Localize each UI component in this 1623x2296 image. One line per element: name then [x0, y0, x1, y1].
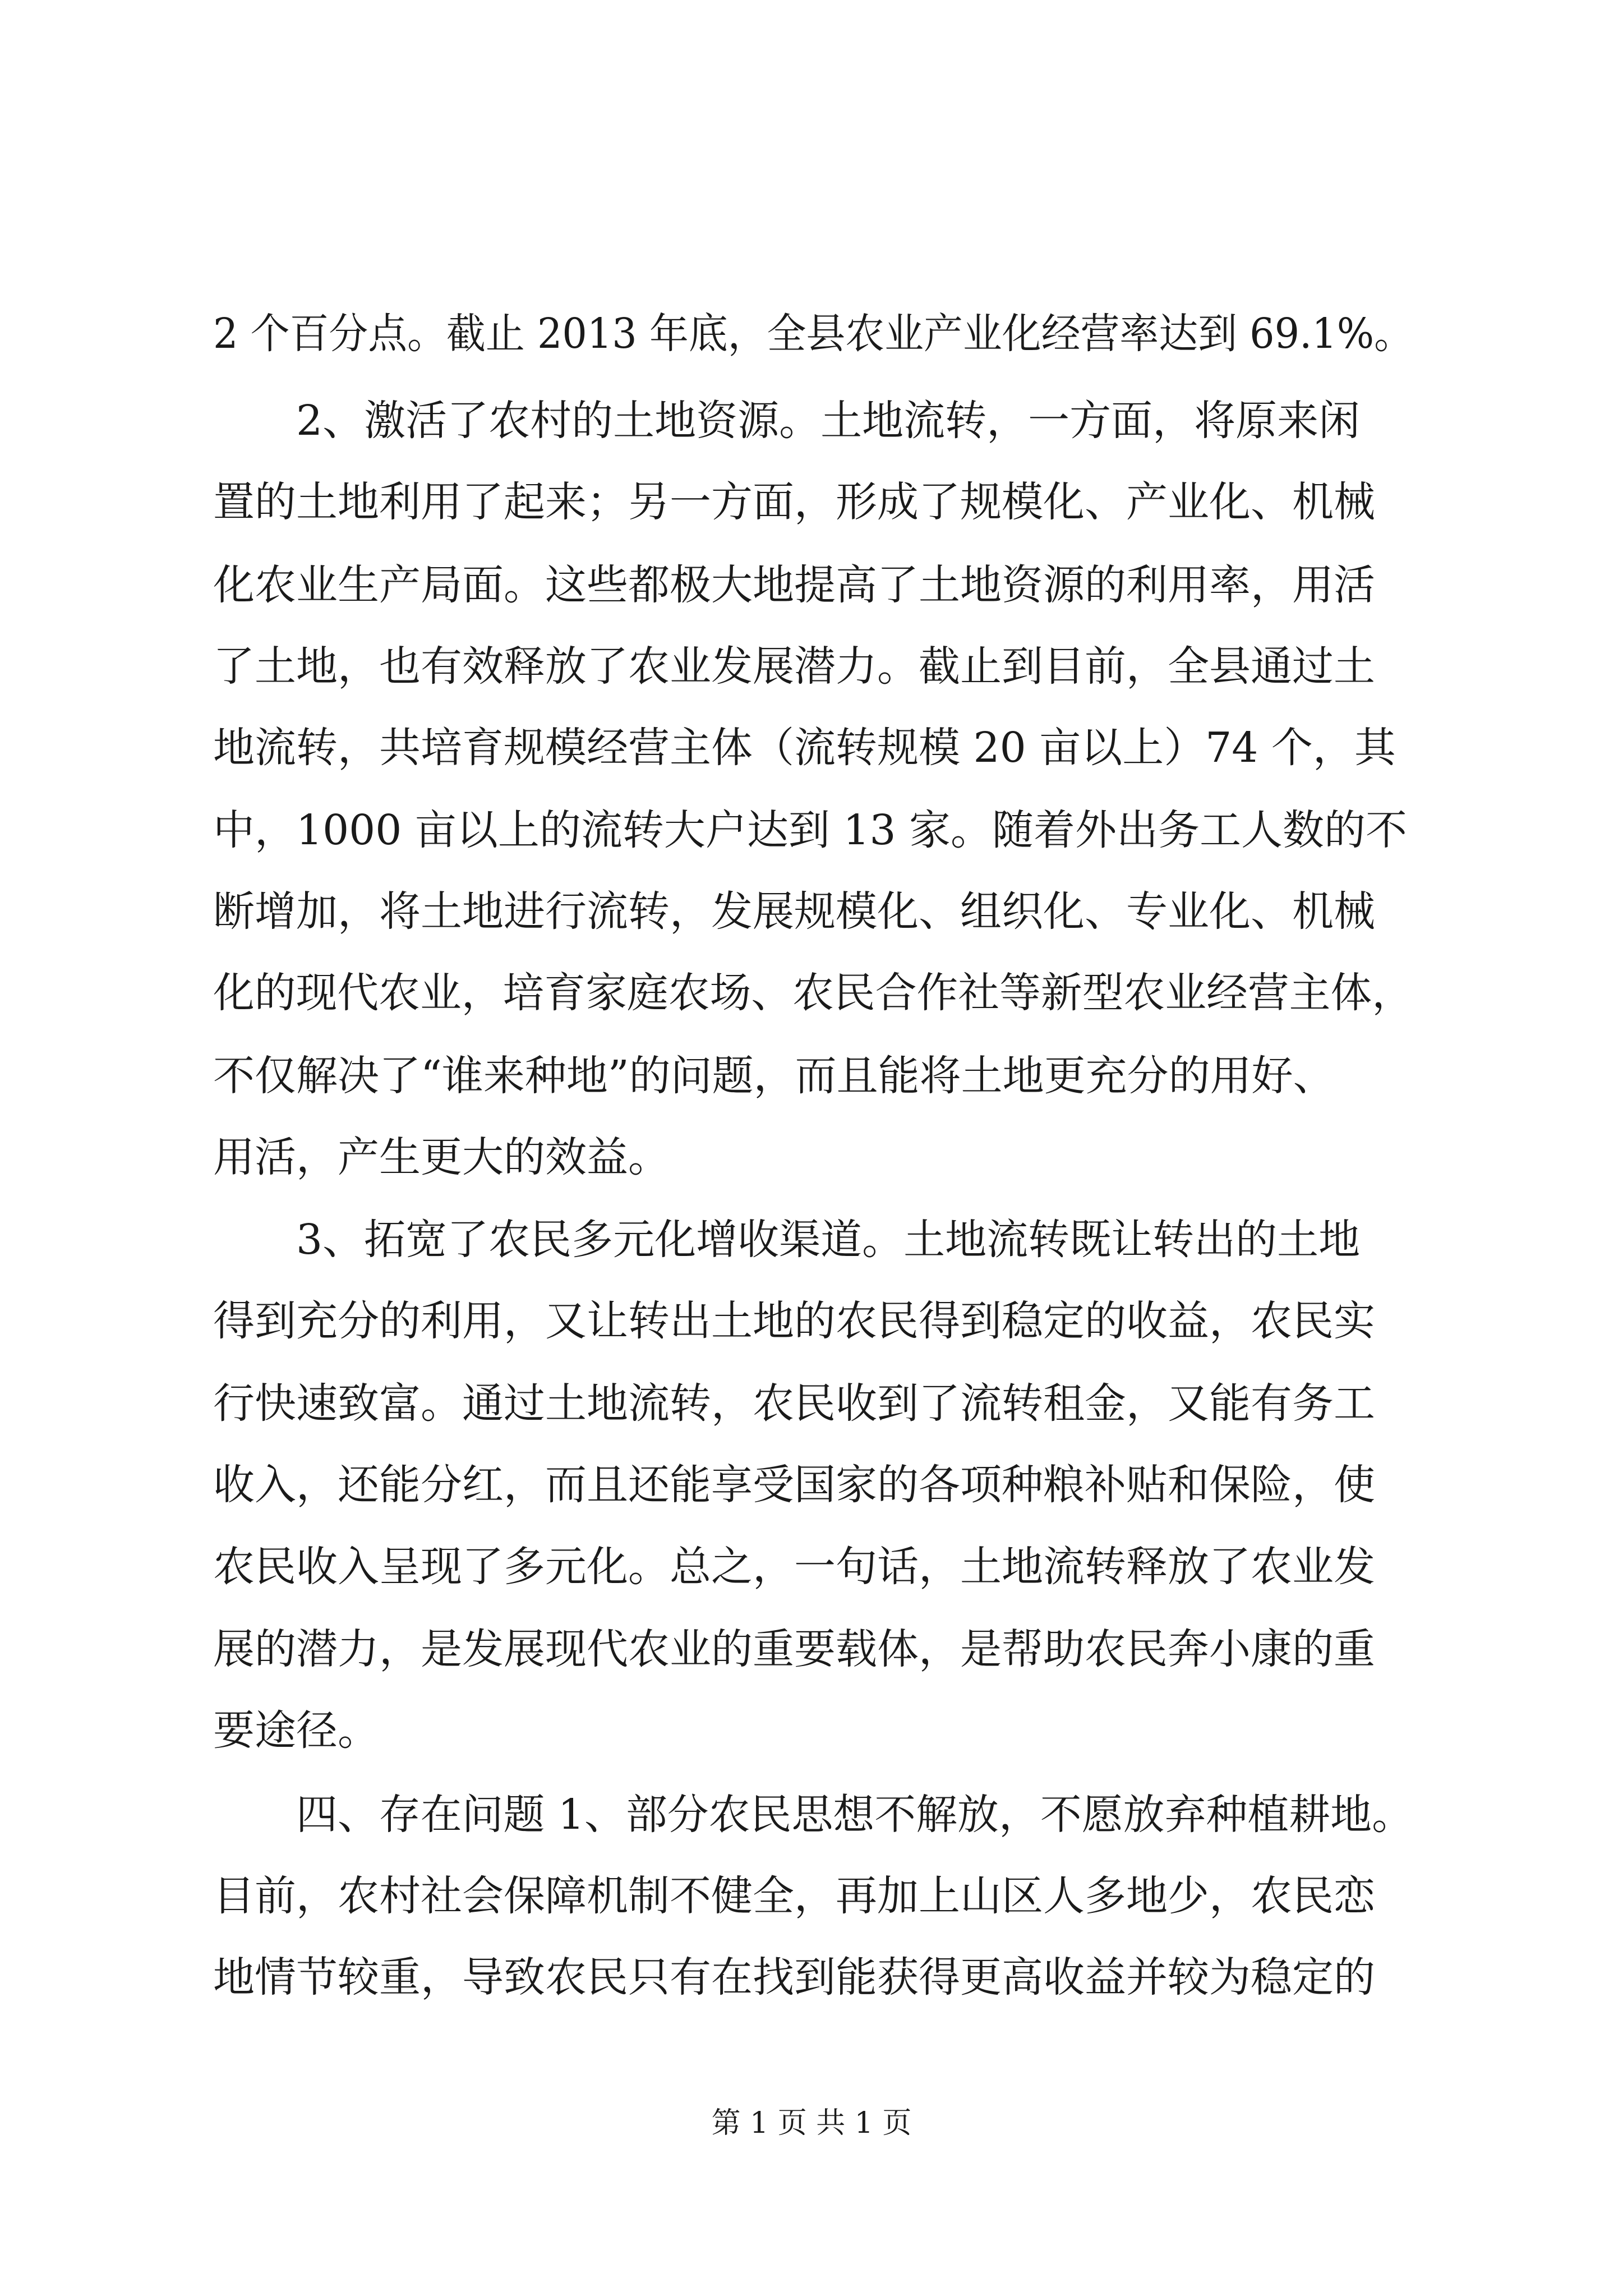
text-line-content: 目前，农村社会保障机制不健全，再加上山区人多地少，农民恋: [213, 1872, 1375, 1920]
text-line-content: 地情节较重，导致农民只有在找到能获得更高收益并较为稳定的: [213, 1953, 1375, 2001]
page-number: 第 1 页 共 1 页: [711, 2106, 912, 2140]
text-line: [0, 802, 1623, 858]
text-line-content: 3、拓宽了农民多元化增收渠道。土地流转既让转出的土地: [296, 1216, 1361, 1264]
text-line-content: 行快速致富。通过土地流转，农民收到了流转租金，又能有务工: [213, 1379, 1375, 1428]
text-line: [0, 474, 1623, 530]
text-line-content: 2 个百分点。截止 2013 年底，全县农业产业化经营率达到 69.1%。: [213, 310, 1413, 358]
text-line: [0, 638, 1623, 694]
text-line: [0, 884, 1623, 940]
text-line: [0, 1787, 1623, 1843]
text-line-content: 要途径。: [213, 1706, 379, 1755]
text-line: [0, 1457, 1623, 1513]
text-line: [0, 306, 1623, 362]
text-line: [0, 1703, 1623, 1759]
text-line: [0, 557, 1623, 613]
text-line: [0, 1129, 1623, 1185]
text-line: [0, 1375, 1623, 1432]
text-line: [0, 1949, 1623, 2005]
text-line: [0, 1048, 1623, 1104]
text-line-content: 四、存在问题 1、部分农民思想不解放，不愿放弃种植耕地。: [296, 1791, 1413, 1839]
page-footer: [0, 2104, 1623, 2143]
text-line-content: 中，1000 亩以上的流转大户达到 13 家。随着外出务工人数的不: [213, 806, 1408, 854]
text-line: [0, 1293, 1623, 1349]
text-line-content: 2、激活了农村的土地资源。土地流转，一方面，将原来闲: [296, 397, 1361, 445]
text-line-content: 展的潜力，是发展现代农业的重要载体，是帮助农民奔小康的重: [213, 1625, 1375, 1673]
text-line-content: 断增加，将土地进行流转，发展规模化、组织化、专业化、机械: [213, 887, 1375, 936]
text-line: [0, 720, 1623, 776]
text-line-content: 化农业生产局面。这些都极大地提高了土地资源的利用率，用活: [213, 561, 1375, 609]
text-line-content: 得到充分的利用，又让转出土地的农民得到稳定的收益，农民实: [213, 1297, 1375, 1345]
text-line-content: 用活，产生更大的效益。: [213, 1133, 670, 1181]
text-line: [0, 393, 1623, 449]
text-line-content: 置的土地利用了起来；另一方面，形成了规模化、产业化、机械: [213, 478, 1375, 526]
text-line: [0, 1212, 1623, 1268]
text-line: [0, 965, 1623, 1021]
text-line-content: 不仅解决了“谁来种地”的问题，而且能将土地更充分的用好、: [213, 1052, 1335, 1100]
text-line-content: 地流转，共培育规模经营主体（流转规模 20 亩以上）74 个，其: [213, 724, 1396, 772]
text-line-content: 农民收入呈现了多元化。总之，一句话，土地流转释放了农业发: [213, 1543, 1375, 1591]
text-line-content: 了土地，也有效释放了农业发展潜力。截止到目前，全县通过土: [213, 642, 1375, 691]
text-line: [0, 1868, 1623, 1924]
text-line: [0, 1539, 1623, 1595]
text-line: [0, 1621, 1623, 1677]
text-line-content: 化的现代农业，培育家庭农场、农民合作社等新型农业经营主体，: [213, 969, 1413, 1017]
text-line-content: 收入，还能分红，而且还能享受国家的各项种粮补贴和保险，使: [213, 1461, 1375, 1509]
